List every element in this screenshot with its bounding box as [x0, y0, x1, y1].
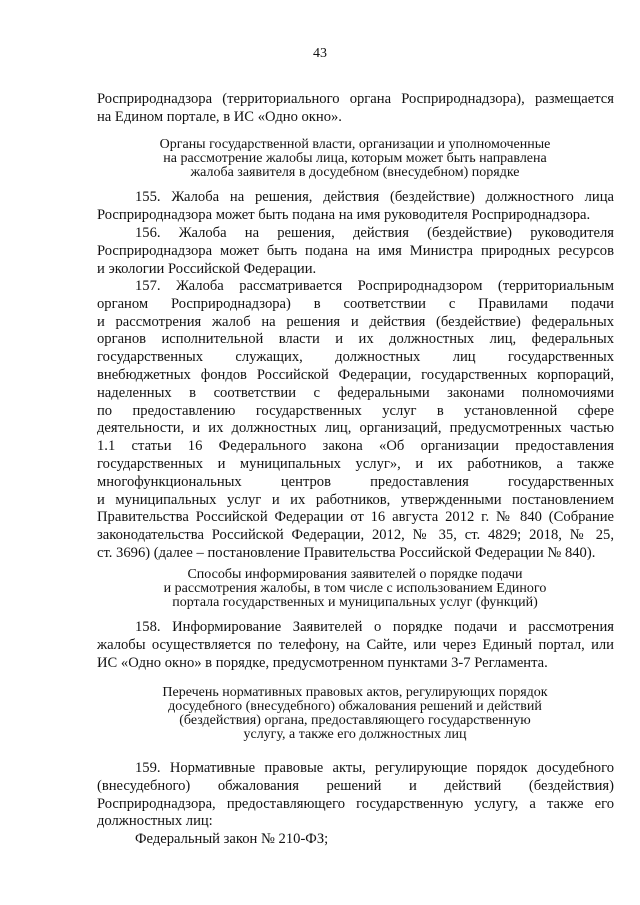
text-line: органов исполнительной власти и их должностных лиц, федеральных [97, 331, 614, 348]
text-line: органом Росприроднадзора) в соответствии с Правилами подачи [97, 295, 614, 312]
text-line: государственных служащих, должностных лиц государственных [97, 349, 614, 366]
heading-line: Перечень нормативных правовых актов, регулирующих порядок [162, 685, 548, 700]
paragraph-159 [97, 760, 614, 849]
text-line: на Едином портале, в ИС «Одно окно». [97, 108, 342, 125]
text-line: Росприроднадзора, предоставляющего государственную услугу, а также его [97, 795, 614, 812]
heading-line: (бездействия) органа, предоставляющего государственную [179, 713, 531, 728]
section-heading-legal-acts [110, 686, 600, 742]
text-line: 157. Жалоба рассматривается Росприроднадзором (территориальным [135, 278, 614, 294]
text-line: государственных и муниципальных услуг», и их работников, а также [97, 455, 614, 472]
text-line: должностных лиц: [97, 813, 213, 830]
text-line: Правительства Российской Федерации от 16 августа 2012 г. № 840 (Собрание [97, 509, 614, 526]
heading-line: портала государственных и муниципальных услуг (функций) [172, 595, 538, 610]
text-line: Росприроднадзора может быть подана на имя Министра природных ресурсов [97, 242, 614, 259]
heading-line: жалоба заявителя в досудебном (внесудебном) порядке [190, 165, 520, 180]
text-line: (внесудебного) обжалования решений и действий (бездействия) [97, 777, 614, 794]
text-line: 159. Нормативные правовые акты, регулирующие порядок досудебного [135, 760, 614, 776]
paragraph-158 [97, 619, 614, 672]
text-line: 155. Жалоба на решения, действия (бездействие) должностного лица [135, 189, 614, 205]
paragraph-155 [97, 189, 614, 225]
text-line: законодательства Российской Федерации, 2012, № 35, ст. 4829; 2018, № 25, [97, 527, 614, 544]
text-line: деятельности, и их должностных лиц, организаций, предусмотренных частью [97, 420, 614, 437]
text-line: многофункциональных центров предоставления государственных [97, 473, 614, 490]
text-line: Росприроднадзора (территориального органа Росприроднадзора), размещается [97, 91, 614, 107]
text-line: 156. Жалоба на решения, действия (бездействие) руководителя [135, 225, 614, 241]
heading-line: Органы государственной власти, организации и уполномоченные [159, 137, 551, 152]
text-line: жалобы осуществляется по телефону, на Сайте, или через Единый портал, или [97, 636, 614, 653]
text-line: 158. Информирование Заявителей о порядке подачи и рассмотрения [135, 619, 614, 635]
text-line: и экологии Российской Федерации. [97, 260, 317, 277]
paragraph-157 [97, 278, 614, 563]
section-heading-appeal-bodies [110, 138, 600, 180]
section-heading-information-methods [110, 568, 600, 610]
continuation-paragraph [97, 91, 614, 127]
text-line: наделенных в соответствии с федеральными законами полномочиями [97, 384, 614, 401]
text-line: Росприроднадзора может быть подана на имя руководителя Росприроднадзора. [97, 206, 591, 223]
heading-line: и рассмотрения жалобы, в том числе с использованием Единого [163, 581, 547, 596]
text-line: и рассмотрения жалоб на решения и действия (бездействие) федеральных [97, 313, 614, 330]
heading-line: услугу, а также его должностных лиц [243, 727, 467, 742]
heading-line: на рассмотрение жалобы лица, которым может быть направлена [163, 151, 547, 166]
paragraph-156 [97, 225, 614, 278]
text-line: по предоставлению государственных услуг в установленной сфере [97, 402, 614, 419]
heading-line: Способы информирования заявителей о порядке подачи [187, 567, 523, 582]
heading-line: досудебного (внесудебного) обжалования решений и действий [168, 699, 542, 714]
text-line: внебюджетных фондов Российской Федерации, государственных корпораций, [97, 366, 614, 383]
text-line: ИС «Одно окно» в порядке, предусмотренном пунктами 3-7 Регламента. [97, 654, 548, 671]
page-number: 43 [313, 46, 327, 61]
law-list-item: Федеральный закон № 210-ФЗ; [135, 831, 329, 848]
text-line: ст. 3696) (далее – постановление Правительства Российской Федерации № 840). [97, 544, 596, 561]
text-line: и муниципальных услуг и их работников, утвержденными постановлением [97, 491, 614, 508]
text-line: 1.1 статьи 16 Федерального закона «Об организации предоставления [97, 438, 614, 455]
